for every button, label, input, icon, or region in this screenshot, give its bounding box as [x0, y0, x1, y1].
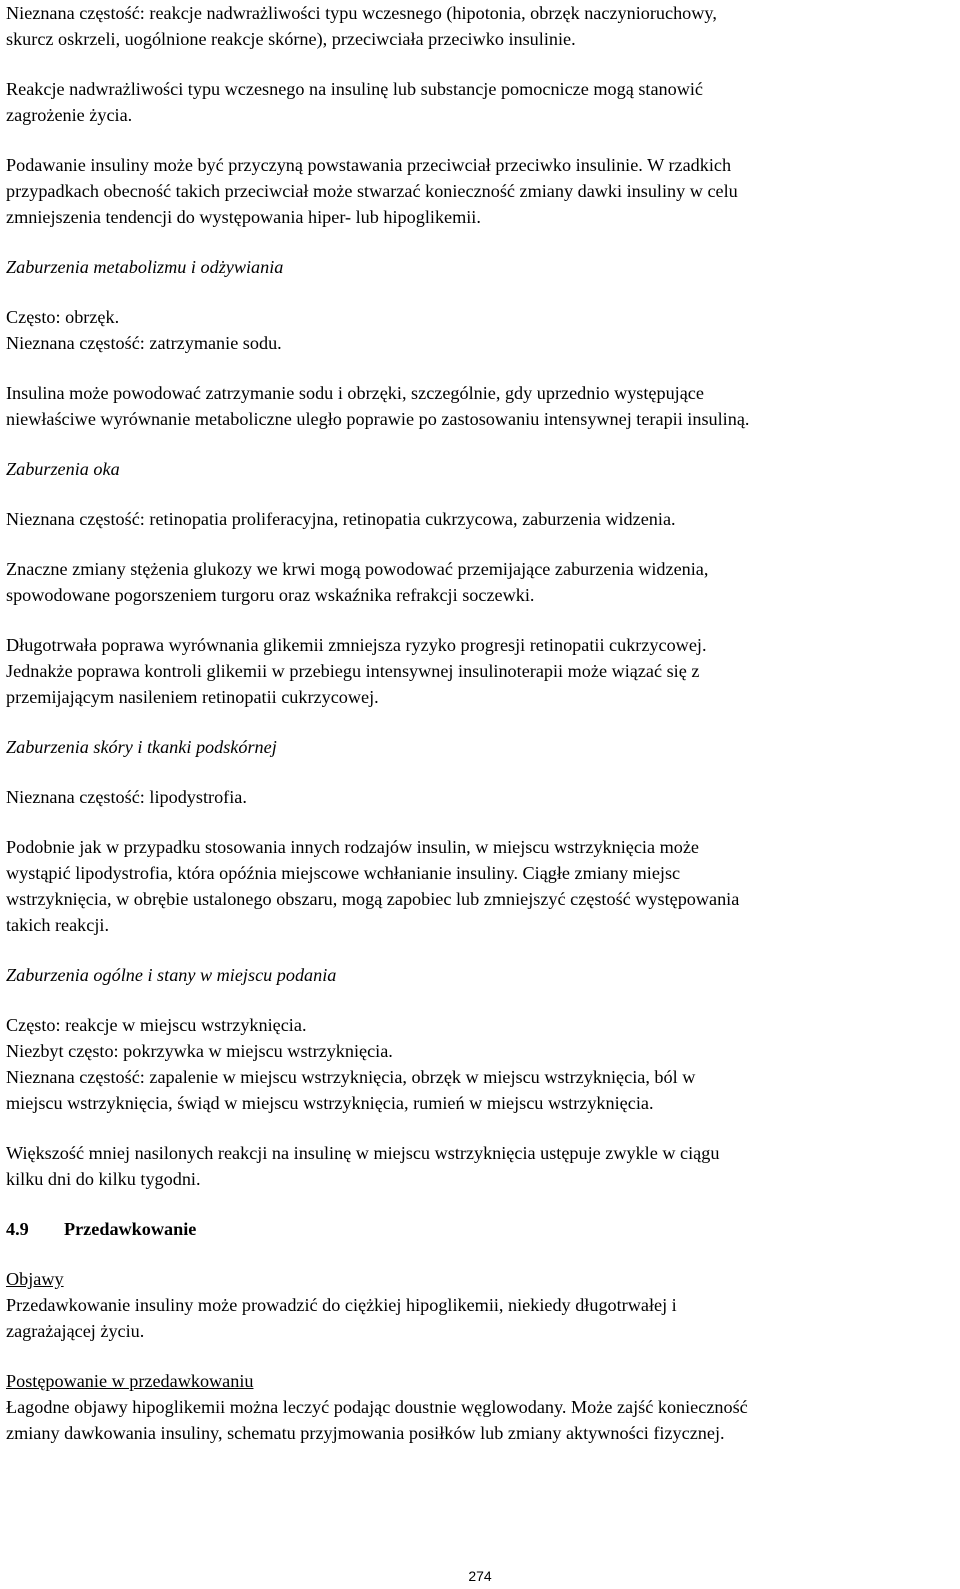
- section-number: 4.9: [6, 1219, 29, 1239]
- paragraph-vision-changes: Znaczne zmiany stężenia glukozy we krwi mogą powodować przemijające zaburzenia widzenia, spowodowane pogorszeniem turgoru oraz wskaźnika refrakcji soczewki.: [6, 559, 709, 605]
- paragraph-injection-site-frequency: Często: reakcje w miejscu wstrzyknięcia. Niezbyt często: pokrzywka w miejscu wstrzyknięcia. Nieznana częstość: zapalenie w miejscu wstrzyknięcia, obrzęk w miejscu wstrzyknięcia, ból w miejscu wstrzyknięcia, świąd w miejscu wstrzyknięcia, rumień w miejscu wstrzyknięcia.: [6, 1015, 696, 1113]
- subheading-skin: Zaburzenia skóry i tkanki podskórnej: [6, 737, 277, 757]
- paragraph-antibodies: Podawanie insuliny może być przyczyną powstawania przeciwciał przeciwko insulinie. W rzadkich przypadkach obecność takich przeciwciał może stwarzać konieczność zmiany dawki insuliny w celu zmniejszenia tendencji do występowania hiper- lub hipoglikemii.: [6, 155, 738, 227]
- subheading-general: Zaburzenia ogólne i stany w miejscu podania: [6, 965, 337, 985]
- section-title: Przedawkowanie: [64, 1219, 197, 1239]
- paragraph-sodium-retention: Insulina może powodować zatrzymanie sodu i obrzęki, szczególnie, gdy uprzednio występujące niewłaściwe wyrównanie metaboliczne uległo poprawie po zastosowaniu intensywnej terapii insuliną.: [6, 383, 750, 429]
- subheading-metabolism: Zaburzenia metabolizmu i odżywiania: [6, 257, 284, 277]
- paragraph-skin-frequency: Nieznana częstość: lipodystrofia.: [6, 787, 247, 807]
- paragraph-lipodystrophy: Podobnie jak w przypadku stosowania innych rodzajów insulin, w miejscu wstrzyknięcia może wystąpić lipodystrofia, która opóźnia miejscowe wchłanianie insuliny. Ciągłe zmiany miejsc wstrzyknięcia, w obrębie ustalonego obszaru, mogą zapobiec lub zmniejszyć częstość występowania takich reakcji.: [6, 837, 740, 935]
- document-page: [6, 0, 952, 1446]
- paragraph-retinopathy: Długotrwała poprawa wyrównania glikemii zmniejsza ryzyko progresji retinopatii cukrzycowej. Jednakże poprawa kontroli glikemii w przebiegu intensywnej insulinoterapii może wiązać się z przemijającym nasileniem retinopatii cukrzycowej.: [6, 635, 707, 707]
- paragraph-management: Łagodne objawy hipoglikemii można leczyć podając doustnie węglowodany. Może zajść konieczność zmiany dawkowania insuliny, schematu przyjmowania posiłków lub zmiany aktywności fizycznej.: [6, 1397, 748, 1443]
- paragraph-injection-site-resolution: Większość mniej nasilonych reakcji na insulinę w miejscu wstrzyknięcia ustępuje zwykle w ciągu kilku dni do kilku tygodni.: [6, 1143, 720, 1189]
- paragraph-metabolism-frequency: Często: obrzęk. Nieznana częstość: zatrzymanie sodu.: [6, 307, 282, 353]
- subheading-eye: Zaburzenia oka: [6, 459, 120, 479]
- section-heading-overdose: [6, 1216, 952, 1242]
- page-number: 274: [468, 1568, 492, 1584]
- subheading-management: Postępowanie w przedawkowaniu: [6, 1371, 254, 1391]
- paragraph-eye-frequency: Nieznana częstość: retinopatia proliferacyjna, retinopatia cukrzycowa, zaburzenia widzenia.: [6, 509, 676, 529]
- paragraph-hypersensitivity-frequency: Nieznana częstość: reakcje nadwrażliwości typu wczesnego (hipotonia, obrzęk naczynioruchowy, skurcz oskrzeli, uogólnione reakcje skórne), przeciwciała przeciwko insulinie.: [6, 3, 717, 49]
- paragraph-symptoms: Przedawkowanie insuliny może prowadzić do ciężkiej hipoglikemii, niekiedy długotrwałej i zagrażającej życiu.: [6, 1295, 677, 1341]
- subheading-symptoms: Objawy: [6, 1269, 64, 1289]
- paragraph-hypersensitivity-risk: Reakcje nadwrażliwości typu wczesnego na insulinę lub substancje pomocnicze mogą stanowić zagrożenie życia.: [6, 79, 703, 125]
